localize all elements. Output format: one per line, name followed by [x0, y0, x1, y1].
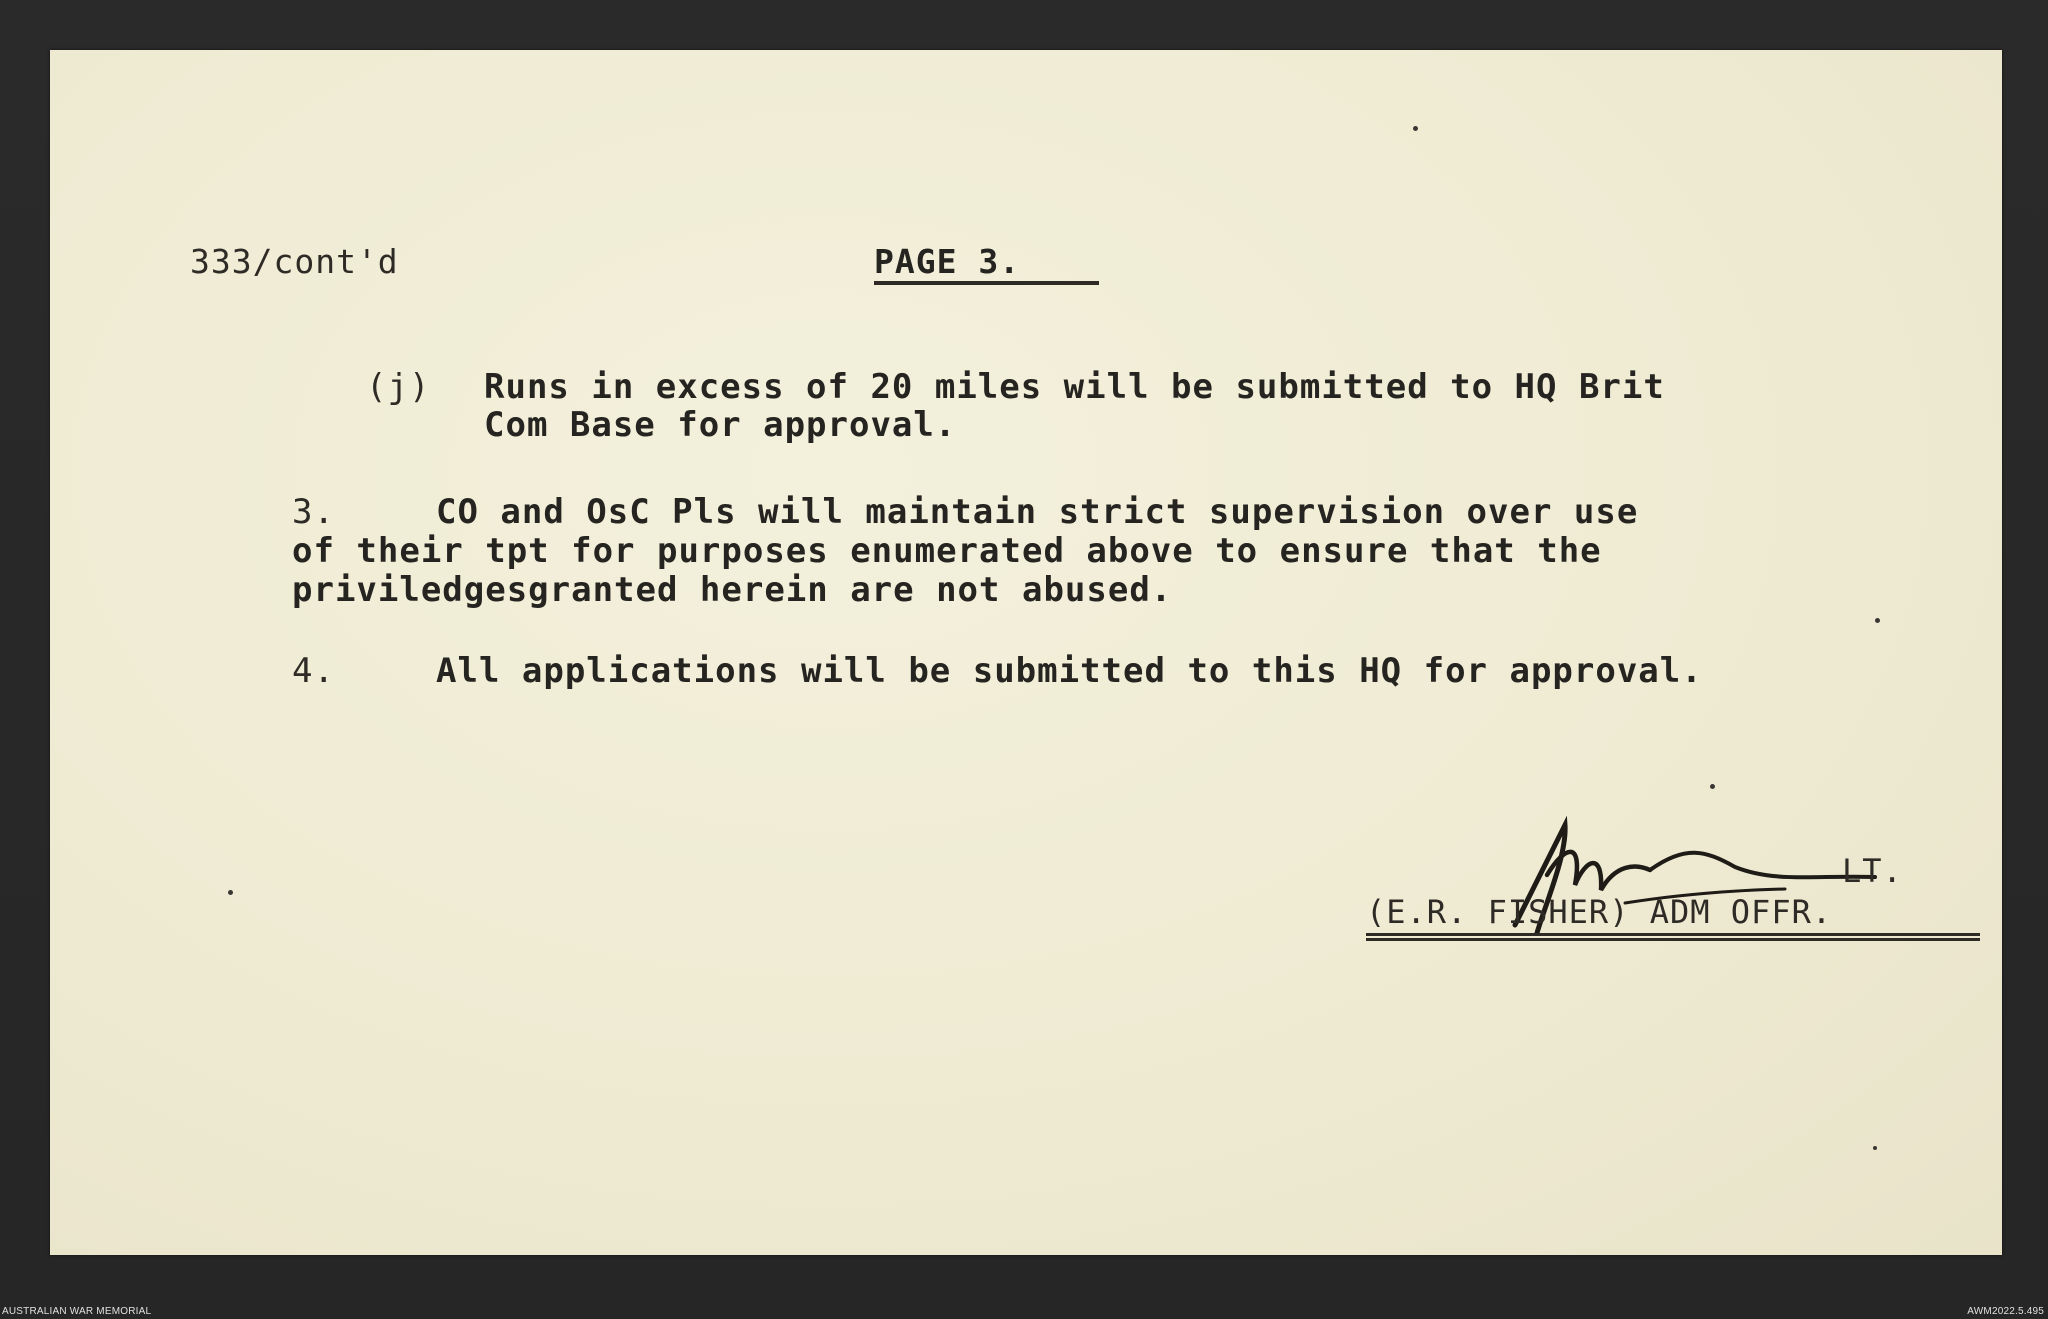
para3-line2: of their tpt for purposes enumerated above to ensure that the	[292, 531, 1602, 571]
page-heading-underline	[874, 281, 1099, 285]
document-page	[50, 50, 2002, 1255]
para3-line1: CO and OsC Pls will maintain strict supervision over use	[436, 492, 1639, 532]
paper-speck	[228, 890, 233, 895]
paper-speck	[1875, 618, 1880, 623]
paper-speck	[1413, 126, 1418, 131]
item-j-line2: Com Base for approval.	[484, 405, 957, 445]
signature-underline-2	[1366, 938, 1980, 941]
para4-number: 4.	[292, 651, 335, 691]
page-heading: PAGE 3.	[874, 242, 1021, 281]
paper-speck	[1873, 1146, 1877, 1150]
paper-speck	[1710, 784, 1715, 789]
para3-line3: priviledgesgranted herein are not abused.	[292, 570, 1173, 610]
footer-accession-number: AWM2022.5.495	[1967, 1306, 2044, 1317]
signature-name: (E.R. FISHER) ADM OFFR.	[1366, 893, 1833, 931]
signature-rank: LT.	[1842, 852, 1903, 890]
item-j-label: (j)	[366, 367, 431, 407]
signature-underline-1	[1366, 933, 1980, 936]
footer-institution: AUSTRALIAN WAR MEMORIAL	[2, 1306, 152, 1317]
reference-number: 333/cont'd	[190, 242, 399, 281]
para3-number: 3.	[292, 492, 335, 532]
item-j-line1: Runs in excess of 20 miles will be submitted to HQ Brit	[484, 367, 1665, 407]
para4-text: All applications will be submitted to this HQ for approval.	[436, 651, 1703, 691]
